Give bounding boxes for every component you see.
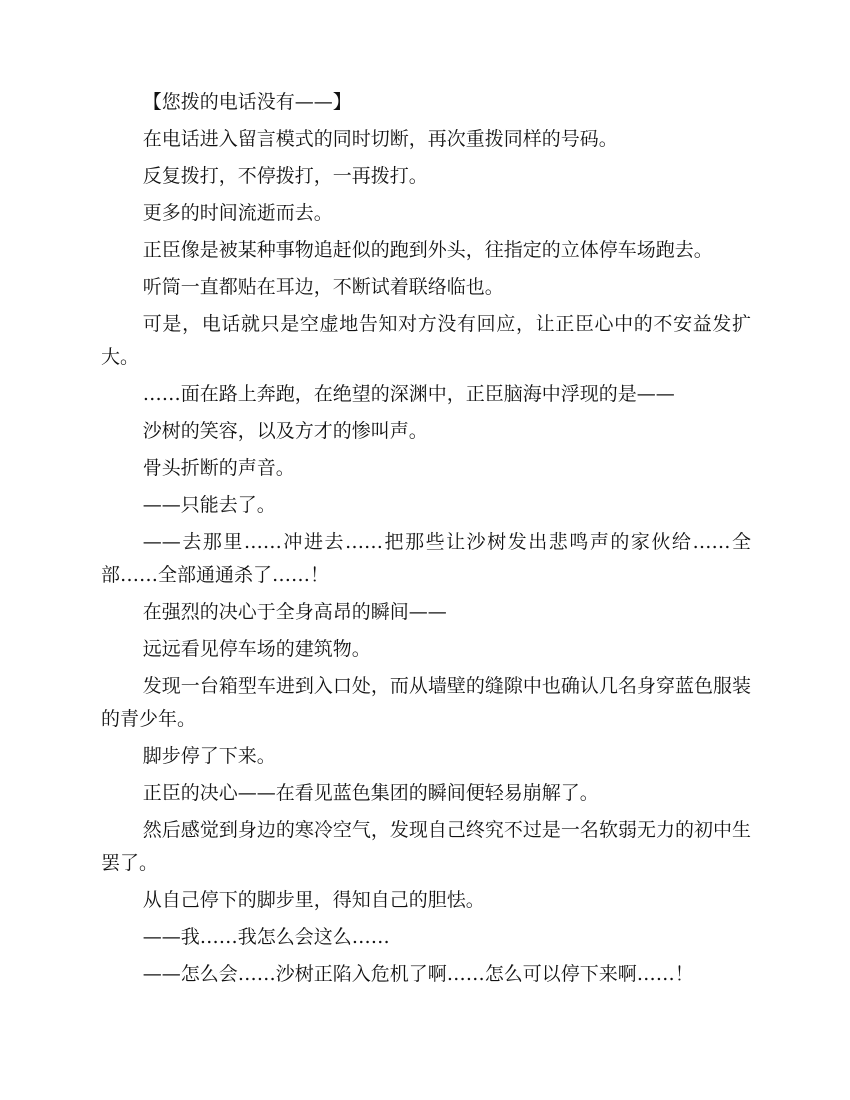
paragraph: 在电话进入留言模式的同时切断，再次重拨同样的号码。 — [142, 128, 618, 150]
paragraph: 更多的时间流逝而去。 — [142, 202, 333, 224]
paragraph: 发现一台箱型车进到入口处，而从墙壁的缝隙中也确认几名身穿蓝色服装的青少年。 — [101, 675, 751, 730]
paragraph: 在强烈的决心于全身高昂的瞬间—— — [142, 601, 447, 623]
paragraph: ——我……我怎么会这么…… — [142, 926, 390, 948]
document-body — [101, 86, 751, 995]
paragraph: 反复拨打，不停拨打，一再拨打。 — [142, 165, 428, 187]
paragraph: 从自己停下的脚步里，得知自己的胆怯。 — [142, 889, 485, 911]
paragraph: 远远看见停车场的建筑物。 — [142, 638, 371, 660]
paragraph: 可是，电话就只是空虚地告知对方没有回应，让正臣心中的不安益发扩大。 — [101, 313, 751, 368]
paragraph: 骨头折断的声音。 — [142, 457, 295, 479]
paragraph: 脚步停了下来。 — [142, 745, 276, 767]
paragraph: 沙树的笑容，以及方才的惨叫声。 — [142, 420, 428, 442]
paragraph: ——怎么会……沙树正陷入危机了啊……怎么可以停下来啊……！ — [142, 963, 694, 985]
paragraph: 然后感觉到身边的寒冷空气，发现自己终究不过是一名软弱无力的初中生罢了。 — [101, 819, 751, 874]
paragraph: ……面在路上奔跑，在绝望的深渊中，正臣脑海中浮现的是—— — [142, 383, 675, 405]
paragraph: 正臣的决心——在看见蓝色集团的瞬间便轻易崩解了。 — [142, 782, 599, 804]
paragraph: ——去那里……冲进去……把那些让沙树发出悲鸣声的家伙给……全部……全部通通杀了……！ — [101, 531, 751, 586]
paragraph: 听筒一直都贴在耳边，不断试着联络临也。 — [142, 276, 504, 298]
paragraph: ——只能去了。 — [142, 494, 276, 516]
paragraph: 【您拨的电话没有——】 — [142, 91, 352, 113]
paragraph: 正臣像是被某种事物追赶似的跑到外头，往指定的立体停车场跑去。 — [142, 239, 713, 261]
